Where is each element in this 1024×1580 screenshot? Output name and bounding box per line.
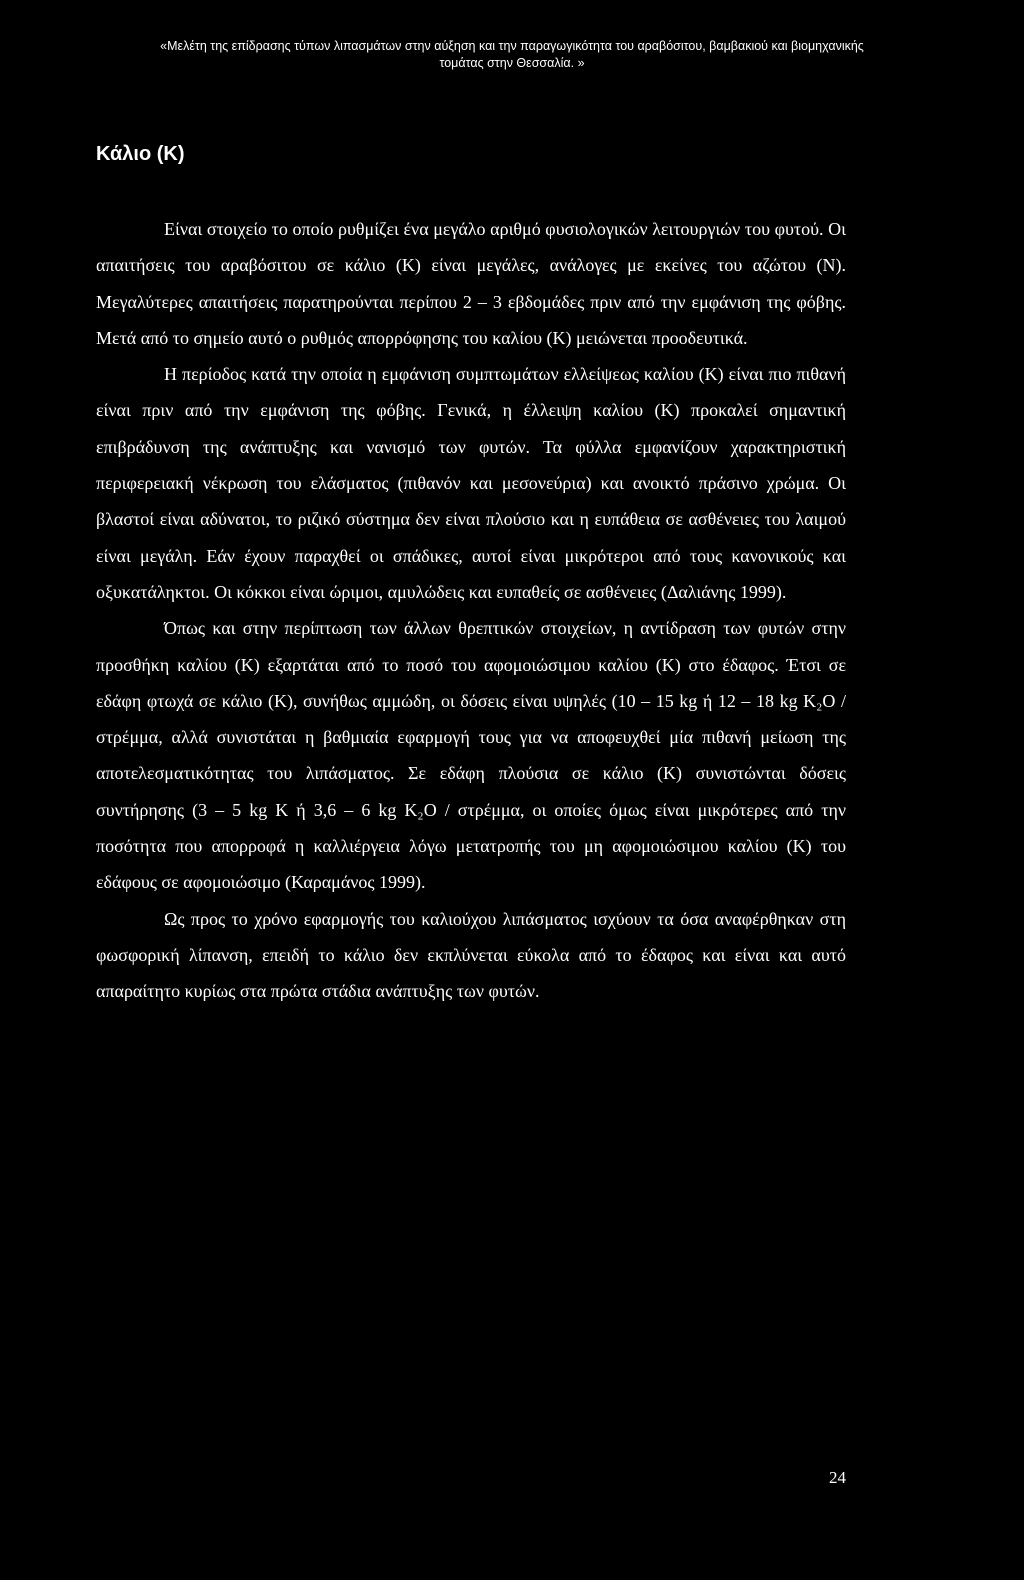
paragraph-4: Ως προς το χρόνο εφαρμογής του καλιούχου λιπάσματος ισχύουν τα όσα αναφέρθηκαν στη φωσφορική λίπανση, επειδή το κάλιο δεν εκπλύνεται εύκολα από το έδαφος και είναι και αυτό απαραίτητο κυρίως στα πρώτα στάδια ανάπτυξης των φυτών. <box>96 908 846 1002</box>
body-text <box>96 211 846 1010</box>
running-header-line-1: «Μελέτη της επίδρασης τύπων λιπασμάτων στην αύξηση και την παραγωγικότητα του αραβόσιτου, βαμβακιού και βιομηχανικής <box>160 39 864 53</box>
paragraph-1: Είναι στοιχείο το οποίο ρυθμίζει ένα μεγάλο αριθμό φυσιολογικών λειτουργιών του φυτού. Οι απαιτήσεις του αραβόσιτου σε κάλιο (K) είναι μεγάλες, ανάλογες με εκείνες του αζώτου (N). Μεγαλύτερες απαιτήσεις παρατηρούνται περίπου 2 – 3 εβδομάδες πριν από την εμφάνιση της φόβης. Μετά από το σημείο αυτό ο ρυθμός απορρόφησης του καλίου (K) μειώνεται προοδευτικά. <box>96 219 846 348</box>
section-title: Κάλιο (K) <box>96 143 185 165</box>
page-number: 24 <box>829 1468 846 1487</box>
paragraph-2: Η περίοδος κατά την οποία η εμφάνιση συμπτωμάτων ελλείψεως καλίου (K) είναι πιο πιθανή είναι πριν από την εμφάνιση της φόβης. Γενικά, η έλλειψη καλίου (K) προκαλεί σημαντική επιβράδυνση της ανάπτυξης και νανισμό των φυτών. Τα φύλλα εμφανίζουν χαρακτηριστική περιφερειακή νέκρωση του ελάσματος (πιθανόν και μεσονεύρια) και ανοικτό πράσινο χρώμα. Οι βλαστοί είναι αδύνατοι, το ριζικό σύστημα δεν είναι πλούσιο και η ευπάθεια σε ασθένειες του λαιμού είναι μεγάλη. Εάν έχουν παραχθεί οι σπάδικες, αυτοί είναι μικρότεροι από τους κανονικούς και οξυκατάληκτοι. Οι κόκκοι είναι ώριμοι, αμυλώδεις και ευπαθείς σε ασθένειες (Δαλιάνης 1999). <box>96 364 846 602</box>
running-header-line-2: τομάτας στην Θεσσαλία. » <box>439 56 585 70</box>
running-header <box>80 38 944 72</box>
paragraph-3: Όπως και στην περίπτωση των άλλων θρεπτικών στοιχείων, η αντίδραση των φυτών στην προσθήκη καλίου (K) εξαρτάται από το ποσό του αφομοιώσιμου καλίου (K) στο έδαφος. Έτσι σε εδάφη φτωχά σε κάλιο (K), συνήθως αμμώδη, οι δόσεις είναι υψηλές (10 – 15 kg ή 12 – 18 kg K₂O / στρέμμα, αλλά συνιστάται η βαθμιαία εφαρμογή τους για να αποφευχθεί μία πιθανή μείωση της αποτελεσματικότητας του λιπάσματος. Σε εδάφη πλούσια σε κάλιο (K) συνιστώνται δόσεις συντήρησης (3 – 5 kg K ή 3,6 – 6 kg K₂O / στρέμμα, οι οποίες όμως είναι μικρότερες από την ποσότητα που απορροφά η καλλιέργεια λόγω μετατροπής του μη αφομοιώσιμου καλίου (K) του εδάφους σε αφομοιώσιμο (Καραμάνος 1999). <box>96 618 846 893</box>
